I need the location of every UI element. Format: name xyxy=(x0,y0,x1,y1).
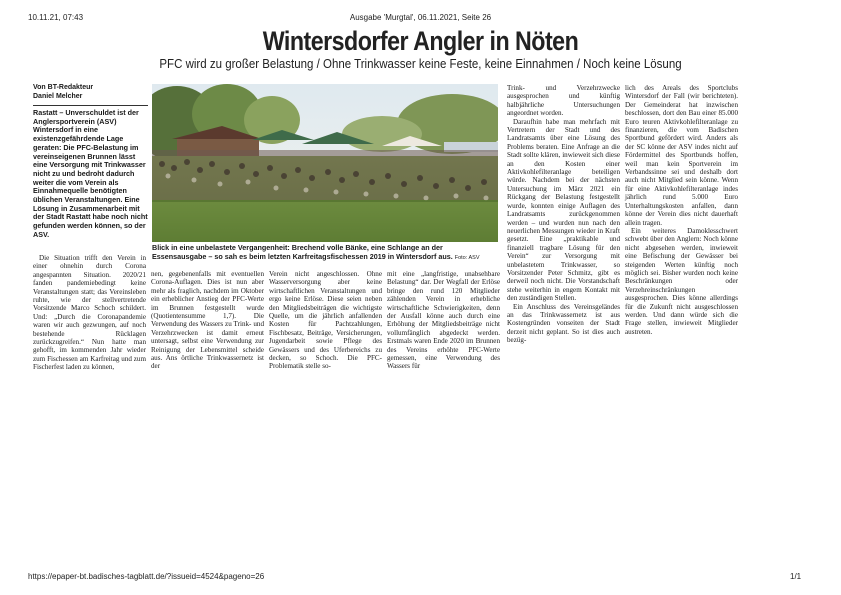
body-column-6 xyxy=(625,84,738,336)
body-paragraph: Die Situation trifft den Verein in einer ohnehin durch Corona angespannten Situation. 2020/21 fanden pandemiebedingt keine Veranstaltungen statt; das Vereinsleben ruhte, wie der stellvertretende Vorsitzende Marco Schoch schildert. Und: „Durch die Coronapandemie waren wir auch gezwungen, auf noch bestehende Rücklagen zurückzugreifen.“ Nun hatte man gehofft, im kommenden Jahr wieder zum Fischessen am Karfreitag und zum Fischerfest laden zu können, xyxy=(33,254,146,372)
body-column-2 xyxy=(151,270,264,371)
byline-divider xyxy=(33,105,148,106)
article-lead: Rastatt – Unverschuldet ist der Anglersportverein (ASV) Wintersdorf in eine existenzgefährdende Lage geraten: Die PFC-Belastung im vereinseigenen Brunnen lässt eine Versorgung mit Trinkwasser nicht zu und bedroht dadurch weiter die vom Verein als Einnahmequelle benötigten üblichen Veranstaltungen. Eine Lösung in Zusammenarbeit mit der Stadt Rastatt habe noch nicht gefunden werden können, so der ASV. xyxy=(33,108,148,239)
article-subheadline: PFC wird zu großer Belastung / Ohne Trinkwasser keine Feste, keine Einnahmen / Noch keine Lösung xyxy=(159,57,682,71)
body-column-1 xyxy=(33,254,146,372)
author-byline xyxy=(33,84,148,101)
body-column-5 xyxy=(507,84,620,345)
author-line-1: Von BT-Redakteur xyxy=(33,84,94,91)
body-paragraph: Trink- und Verzehrzwecke ausgesprochen und künftig halbjährliche Untersuchungen angeordnet worden. xyxy=(507,84,620,118)
body-column-4 xyxy=(387,270,500,371)
print-timestamp: 10.11.21, 07:43 xyxy=(28,13,84,22)
article-headline: Wintersdorfer Angler in Nöten xyxy=(262,26,579,56)
body-paragraph: Verein nicht angeschlossen. Ohne Wasserversorgung aber keine wirtschaftlichen Veranstaltungen und ergo keine Erlöse. Diese seien neben den Mitgliedsbeiträgen die wichtigste Quelle, um die jährlich anfallenden Kosten für Pachtzahlungen, Fischbesatz, Beiträge, Versicherungen, Jugendarbeit sowie Pflege des Gewässers und des Uferbereichs zu decken, so Schoch. Die PFC-Problematik stelle so- xyxy=(269,270,382,371)
body-paragraph: mit eine „langfristige, unabsehbare Belastung“ dar. Der Wegfall der Erlöse bringe den rund 120 Mitglieder zählenden Verein in erhebliche wirtschaftliche Schwierigkeiten, denn der Ausfall könne auch durch eine Erhöhung der Mitgliedsbeiträge nicht vollumfänglich abgedeckt werden. Erstmals waren Ende 2020 im Brunnen des Vereins erhöhte PFC-Werte gemessen, eine Verwendung des Wassers für xyxy=(387,270,500,371)
body-paragraph: lich des Areals des Sportclubs Wintersdorf der Fall (wir berichteten). Der Gemeinderat hat inzwischen beschlossen, dort den Bau einer 85.000 Euro teuren Aktivkohlefilteranlage zu finanzieren, die vom Badischen Sportbund gefördert wird. Anders als der SC könne der ASV indes nicht auf Fördermittel des Sportbunds hoffen, weil man kein Sportverein im Verbandssinne sei und deshalb dort auch nicht Mitglied sein könne. Wenn für eine Aktivkohlefilteranlage indes jährlich rund 5.000 Euro Unterhaltungskosten anfallen, dann könne der Verein dies nicht dauerhaft allein tragen. xyxy=(625,84,738,227)
photo-caption-text: Blick in eine unbelastete Vergangenheit: Brechend volle Bänke, eine Schlange an der Essensausgabe – so sah es beim letzten Karfreitagsfischessen 2019 in Wintersdorf aus. xyxy=(152,243,453,261)
body-paragraph: Ein weiteres Damoklesschwert schwebt über den Anglern: Noch könne nicht abgesehen werden, inwieweit eine Befischung der Gewässer bei steigenden Werten künftig noch möglich sei. Bisher wurden noch keine Beschränkungen oder Verzehreinschränkungen ausgesprochen. Dies könne allerdings für die Zukunft nicht ausgeschlossen werden. Und dann würde sich die Frage stellen, inwieweit Mitglieder austreten. xyxy=(625,226,738,336)
author-line-2: Daniel Melcher xyxy=(33,92,83,100)
fish-festival-photo xyxy=(152,84,498,242)
photo-credit: Foto: ASV xyxy=(454,254,480,261)
body-paragraph: Daraufhin habe man mehrfach mit Vertretern der Stadt und des Landratsamts über eine Lösung des Problems beraten. Eine Anfrage an die Stadt sollte klären, inwieweit sich diese an den Kosten einer Aktivkohlefilteranlage beteiligen würde. Nachdem bei der nächsten Untersuchung im März 2021 ein Rückgang der Belastung festgestellt wurde, konnten einige Auflagen des Landratsamts zurückgenommen werden – und wurden nun nach den neuerlichen Messungen wieder in Kraft gesetzt. Eine „praktikable und finanziell tragbare Lösung für den Verein“ zur Versorgung mit unbelastetem Trinkwasser, so Vorsitzender Peter Schmitz, gibt es derweil noch nicht. Die Vorstandschaft stehe weiterhin in engem Kontakt mit den zuständigen Stellen. xyxy=(507,117,620,303)
body-paragraph: Ein Anschluss des Vereinsgeländes an das Trinkwassernetz ist aus Kostengründen vonseiten der Stadt derzeit nicht geplant. So ist dies auch bezüg- xyxy=(507,302,620,345)
page-url: https://epaper-bt.badisches-tagblatt.de/?issueid=4524&pageno=26 xyxy=(28,572,265,581)
event-photo xyxy=(152,84,498,242)
body-paragraph: nen, gegebenenfalls mit eventuellen Corona-Auflagen. Dies ist nun aber mehr als fraglich, nachdem im Oktober ein erheblicher Anstieg der PFC-Werte im Brunnen festgestellt wurde (Quotientensumme 1,7). Die Verwendung des Wassers zu Trink- und Verzehrzwecken ist damit erneut untersagt, selbst eine Verwendung zur Reinigung der Lebensmittel scheide aus. Ans örtliche Trinkwassernetz ist der xyxy=(151,270,264,371)
photo-caption xyxy=(152,244,498,262)
body-column-3 xyxy=(269,270,382,371)
page-count: 1/1 xyxy=(790,572,802,581)
edition-info: Ausgabe 'Murgtal', 06.11.2021, Seite 26 xyxy=(349,13,492,22)
